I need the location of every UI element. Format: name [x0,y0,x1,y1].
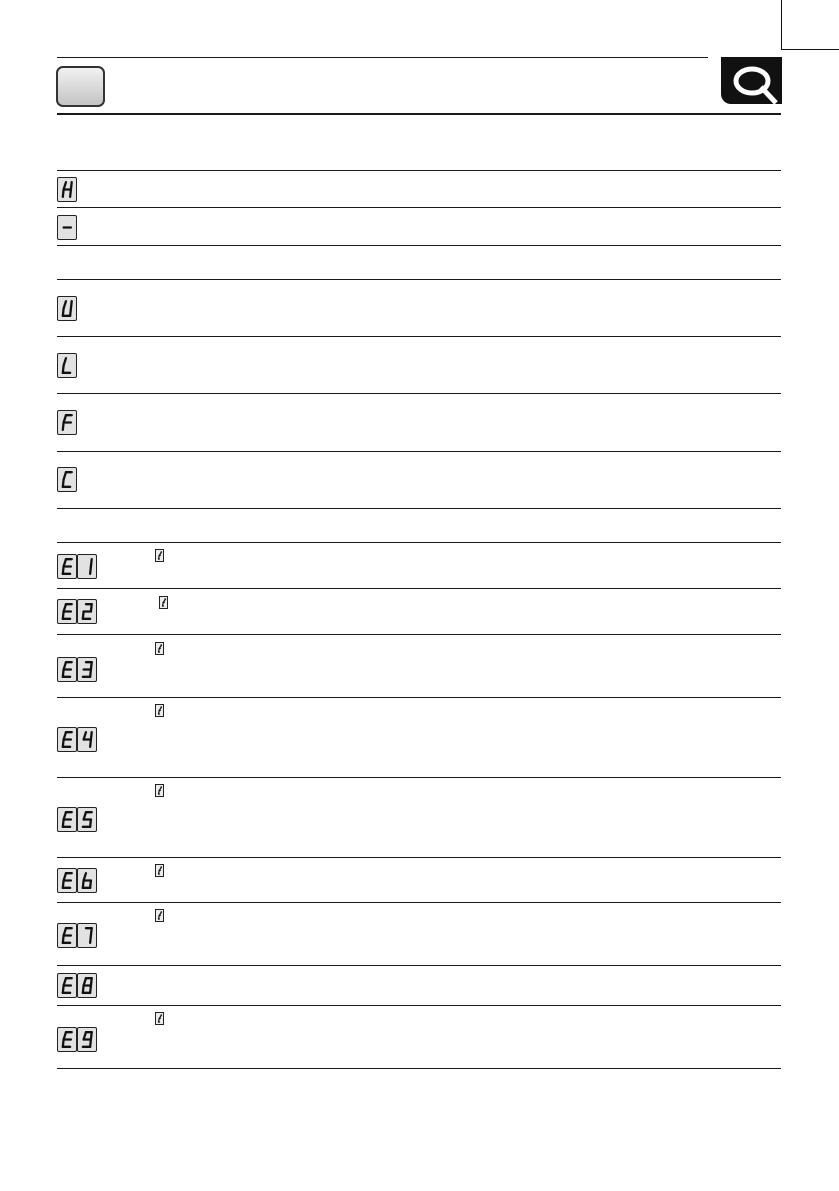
table-rule [57,245,781,246]
table-rule [57,965,781,966]
table-rule [57,451,781,452]
lcd-error-digit [77,923,97,948]
small-e-indicator [159,596,168,609]
q-logo-icon [721,57,782,104]
lcd-code-f [57,410,77,435]
table-rule [57,1068,781,1069]
table-rule [57,1005,781,1006]
table-rule [57,207,781,208]
lcd-error-e [57,1027,77,1052]
lcd-error-e [57,657,77,682]
table-rule [57,902,781,903]
lcd-error-digit [77,807,97,832]
small-e-indicator [155,864,164,877]
lcd-code-dash [57,215,77,240]
lcd-error-digit [77,599,97,624]
lcd-code-l [57,353,77,378]
crop-mark-vertical [781,0,782,50]
table-rule [57,393,781,394]
lcd-error-digit [77,727,97,752]
lcd-error-digit [77,1027,97,1052]
lcd-error-e [57,923,77,948]
lcd-error-e [57,554,77,579]
table-rule [57,777,781,778]
small-e-indicator [155,784,164,797]
section-button[interactable] [56,66,105,107]
lcd-segment-f [64,358,66,365]
lcd-error-e [57,868,77,893]
lcd-error-e [57,807,77,832]
lcd-segment-f [64,472,66,479]
small-e-indicator [155,704,164,717]
table-rule [57,634,781,635]
lcd-error-e [57,727,77,752]
small-e-indicator [155,642,164,655]
lcd-code-c [57,467,77,492]
lcd-segment-c [90,567,91,574]
crop-mark-horizontal [781,49,839,50]
lcd-segment-c [90,936,91,943]
table-rule [57,697,781,698]
small-e-indicator [155,549,164,562]
lcd-error-digit [77,657,97,682]
small-e-indicator [155,1012,164,1025]
header-top-rule [57,57,708,58]
table-rule [57,588,781,589]
lcd-error-digit [77,973,97,998]
lcd-code-h [57,177,77,202]
lcd-error-digit [77,554,97,579]
table-rule [57,279,781,280]
table-rule [57,336,781,337]
lcd-segment-f [64,301,66,308]
small-e-indicator [155,909,164,922]
table-rule [57,857,781,858]
lcd-error-digit [77,868,97,893]
table-rule [57,170,781,171]
table-rule [57,542,781,543]
table-rule [57,508,781,509]
header-bottom-rule [57,113,781,115]
lcd-code-u [57,296,77,321]
lcd-error-e [57,973,77,998]
lcd-error-e [57,599,77,624]
